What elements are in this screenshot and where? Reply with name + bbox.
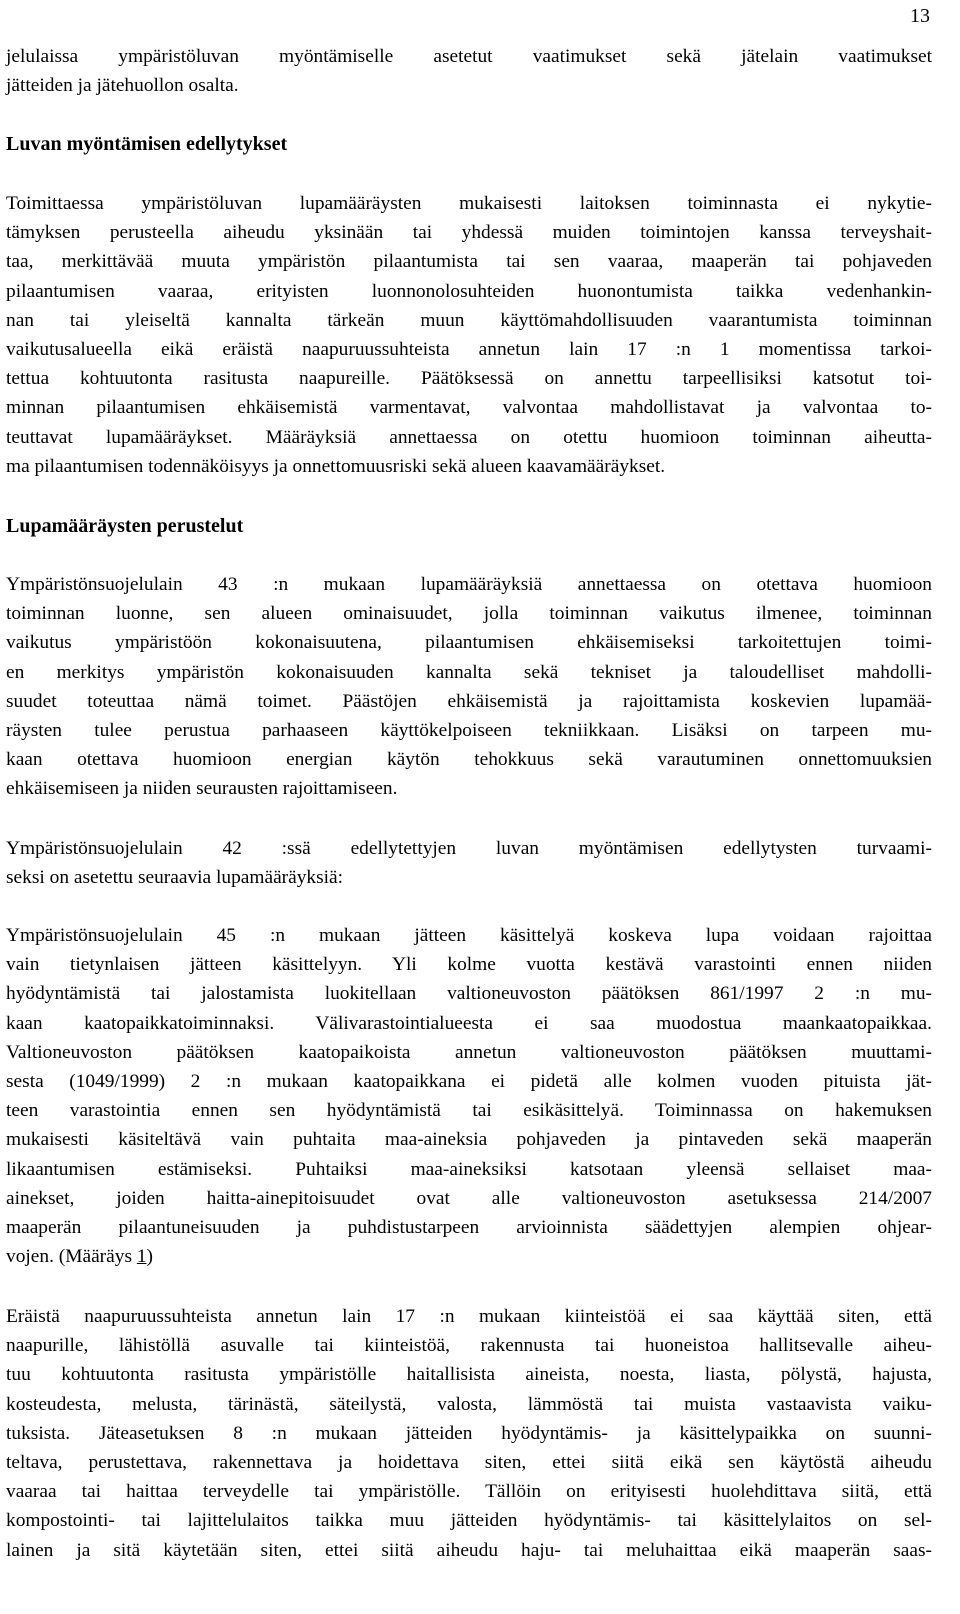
text-line: teen varastointia ennen sen hyödyntämistä tai esikäsittelyä. Toiminnassa on hakemuksen [6, 1100, 932, 1122]
text-line: Ympäristönsuojelulain 42 :ssä edellytettyjen luvan myöntämisen edellytysten turvaami- [6, 838, 932, 859]
text-line: jätteiden ja jätehuollon osalta. [6, 75, 239, 97]
text-line: lainen ja sitä käytetään siten, ettei siitä aiheudu haju- tai meluhaittaa eikä maaperän saas- [6, 1539, 932, 1561]
text-line: suudet toteuttaa nämä toimet. Päästöjen ehkäisemistä ja rajoittamista koskevien lupamää- [6, 690, 932, 712]
section2-paragraph-4 [6, 1302, 932, 1565]
text-line-prefix: vojen. (Määräys [6, 1246, 137, 1268]
text-line: vaaraa tai haittaa terveydelle tai ympäristölle. Tällöin on erityisesti huolehdittava siitä, että [6, 1481, 932, 1503]
text-line: ma pilaantumisen todennäköisyys ja onnettomuusriski sekä alueen kaavamääräykset. [6, 455, 666, 477]
text-line: jelulaissa ympäristöluvan myöntämiselle asetetut vaatimukset sekä jätelain vaatimukset [6, 46, 932, 67]
text-line: ainekset, joiden haitta-ainepitoisuudet ovat alle valtioneuvoston asetuksessa 214/2007 [6, 1187, 932, 1209]
text-line: ehkäisemiseen ja niiden seurausten rajoittamiseen. [6, 778, 398, 800]
text-line: vaikutus ympäristöön kokonaisuutena, pilaantumisen ehkäisemiseksi tarkoitettujen toimi- [6, 632, 932, 654]
text-line: likaantumisen estämiseksi. Puhtaiksi maa-aineksiksi katsotaan yleensä sellaiset maa- [6, 1158, 932, 1180]
section2-paragraph-1 [6, 570, 932, 804]
text-line-suffix: ) [146, 1246, 154, 1268]
text-line: pilaantumisen vaaraa, erityisten luonnonolosuhteiden huonontumista taikka vedenhankin- [6, 280, 932, 302]
text-line [6, 1242, 932, 1271]
text-line: tuksista. Jäteasetuksen 8 :n mukaan jätteiden hyödyntämis- ja käsittelypaikka on suunni- [6, 1422, 932, 1444]
text-line: nan tai yleiseltä kannalta tärkeän muun käyttömahdollisuuden vaarantumista toiminnan [6, 309, 932, 331]
text-line: toiminnan luonne, sen alueen ominaisuudet, jolla toiminnan vaikutus ilmenee, toiminnan [6, 603, 932, 625]
maarays-link[interactable]: 1 [136, 1246, 147, 1268]
text-line: minnan pilaantumisen ehkäisemistä varmentavat, valvontaa mahdollistavat ja valvontaa to- [6, 397, 932, 419]
section1-paragraph [6, 189, 932, 481]
text-line: mukaisesti käsiteltävä vain puhtaita maa-aineksia pohjaveden ja pintaveden sekä maaperän [6, 1129, 932, 1151]
text-line: Toimittaessa ympäristöluvan lupamääräysten mukaisesti laitoksen toiminnasta ei nykytie- [6, 193, 932, 214]
text-line: kompostointi- tai lajittelulaitos taikka muu jätteiden hyödyntämis- tai käsittelylaitos on sel- [6, 1510, 932, 1532]
text-line: teltava, perustettava, rakennettava ja hoidettava siten, ettei siitä eikä sen käytöstä aiheudu [6, 1452, 932, 1474]
text-line: kaan otettava huomioon energian käytön tehokkuus sekä varautuminen onnettomuuksien [6, 749, 932, 771]
section2-paragraph-3 [6, 921, 932, 1271]
text-line: vaikutusalueella eikä eräistä naapuruussuhteista annetun lain 17 :n 1 momentissa tarkoi- [6, 339, 932, 361]
text-line: tettua kohtuutonta rasitusta naapureille. Päätöksessä on annettu tarpeellisiksi katsotut toi- [6, 368, 932, 390]
text-line: räysten tulee perustua parhaaseen käyttökelpoiseen tekniikkaan. Lisäksi on tarpeen mu- [6, 720, 932, 742]
section2-paragraph-2 [6, 834, 932, 892]
text-line: seksi on asetettu seuraavia lupamääräyksiä: [6, 867, 344, 889]
text-line: Eräistä naapuruussuhteista annetun lain 17 :n mukaan kiinteistöä ei saa käyttää siten, että [6, 1306, 932, 1327]
text-line: tämyksen perusteella aiheudu yksinään tai yhdessä muiden toimintojen kanssa terveyshait- [6, 222, 932, 244]
text-line: vain tietynlaisen jätteen käsittelyyn. Yli kolme vuotta kestävä varastointi ennen niiden [6, 954, 932, 976]
text-line: tuu kohtuutonta rasitusta ympäristölle haitallisista aineista, noesta, liasta, pölystä, hajusta, [6, 1364, 932, 1386]
text-line: Ympäristönsuojelulain 43 :n mukaan lupamääräyksiä annettaessa on otettava huomioon [6, 574, 932, 595]
text-line: kosteudesta, melusta, tärinästä, säteilystä, valosta, lämmöstä tai muista vastaavista vaiku- [6, 1393, 932, 1415]
text-line: Valtioneuvoston päätöksen kaatopaikoista annetun valtioneuvoston päätöksen muuttami- [6, 1041, 932, 1063]
section-heading-lupamaaraysten-perustelut: Lupamääräysten perustelut [6, 515, 244, 537]
text-line: en merkitys ympäristön kokonaisuuden kannalta sekä tekniset ja taloudelliset mahdolli- [6, 661, 932, 683]
text-line: teuttavat lupamääräykset. Määräyksiä annettaessa on otettu huomioon toiminnan aiheutta- [6, 426, 932, 448]
page-number: 13 [910, 5, 930, 27]
text-line: hyödyntämistä tai jalostamista luokitellaan valtioneuvoston päätöksen 861/1997 2 :n mu- [6, 983, 932, 1005]
text-line: maaperän pilaantuneisuuden ja puhdistustarpeen arvioinnista säädettyjen alempien ohjear- [6, 1217, 932, 1239]
text-line: taa, merkittävää muuta ympäristön pilaantumista tai sen vaaraa, maaperän tai pohjaveden [6, 251, 932, 273]
text-line: kaan kaatopaikkatoiminnaksi. Välivarastointialueesta ei saa muodostua maankaatopaikkaa. [6, 1012, 932, 1034]
text-line: naapurille, lähistöllä asuvalle tai kiinteistöä, rakennusta tai huoneistoa hallitsevalle aiheu- [6, 1335, 932, 1357]
text-line: sesta (1049/1999) 2 :n mukaan kaatopaikkana ei pidetä alle kolmen vuoden pituista jät- [6, 1071, 932, 1093]
section-heading-luvan-myontamisen-edellytykset: Luvan myöntämisen edellytykset [6, 133, 288, 155]
text-line: Ympäristönsuojelulain 45 :n mukaan jätteen käsittelyä koskeva lupa voidaan rajoittaa [6, 925, 932, 946]
intro-paragraph [6, 42, 932, 100]
